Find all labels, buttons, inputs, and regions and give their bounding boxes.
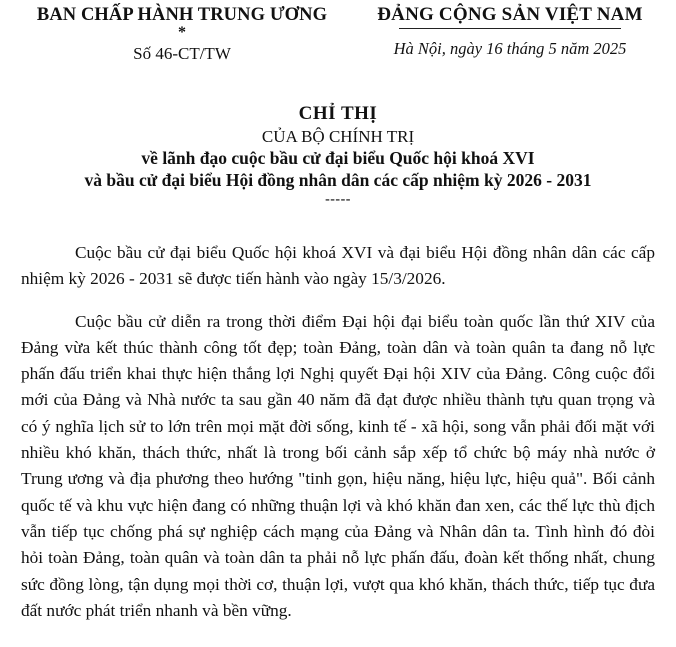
document-issuer: CỦA BỘ CHÍNH TRỊ bbox=[261, 127, 415, 146]
title-block bbox=[0, 103, 676, 207]
document-type: CHỈ THỊ bbox=[298, 103, 378, 124]
issuing-body-block bbox=[22, 4, 342, 64]
party-name-underline bbox=[399, 28, 621, 29]
document-subject-line-2: và bầu cử đại biểu Hội đồng nhân dân các cấp nhiệm kỳ 2026 - 2031 bbox=[84, 170, 592, 190]
document-body bbox=[21, 240, 655, 640]
party-block bbox=[355, 4, 665, 59]
star-mark: * bbox=[178, 24, 186, 41]
document-number: Số 46-CT/TW bbox=[133, 44, 231, 63]
party-name: ĐẢNG CỘNG SẢN VIỆT NAM bbox=[377, 4, 643, 25]
title-separator: ----- bbox=[325, 192, 351, 207]
document-subject-line-1: về lãnh đạo cuộc bầu cử đại biểu Quốc hội khoá XVI bbox=[141, 148, 535, 168]
body-paragraph-1: Cuộc bầu cử đại biểu Quốc hội khoá XVI và đại biểu Hội đồng nhân dân các cấp nhiệm kỳ 2026 - 2031 sẽ được tiến hành vào ngày 15/3/2026. bbox=[21, 243, 655, 289]
place-and-date: Hà Nội, ngày 16 tháng 5 năm 2025 bbox=[393, 39, 627, 58]
body-paragraph-2: Cuộc bầu cử diễn ra trong thời điểm Đại hội đại biểu toàn quốc lần thứ XIV của Đảng vừa kết thúc thành công tốt đẹp; toàn Đảng, toàn dân và toàn quân ta đang nỗ lực phấn đấu triển khai thực hiện thắng lợi Nghị quyết Đại hội XIV của Đảng. Công cuộc đổi mới của Đảng và Nhà nước ta sau gần 40 năm đã đạt được nhiều thành tựu quan trọng và có ý nghĩa lịch sử to lớn trên mọi mặt đời sống, kinh tế - xã hội, song vẫn phải đối mặt với nhiều khó khăn, thách thức, nhất là trong bối cảnh sắp xếp tổ chức bộ máy nhà nước ở Trung ương và địa phương theo hướng "tinh gọn, hiệu năng, hiệu lực, hiệu quả". Bối cảnh quốc tế và khu vực hiện đang có những thuận lợi và khó khăn đan xen, các thế lực thù địch vẫn tiếp tục chống phá sự nghiệp cách mạng của Đảng và Nhân dân ta. Tình hình đó đòi hỏi toàn Đảng, toàn quân và toàn dân ta phải nỗ lực phấn đấu, đoàn kết thống nhất, chung sức đồng lòng, tận dụng mọi thời cơ, thuận lợi, vượt qua khó khăn, thách thức, tiếp tục đưa đất nước phát triển nhanh và bền vững. bbox=[21, 311, 655, 620]
issuing-body-name: BAN CHẤP HÀNH TRUNG ƯƠNG bbox=[36, 5, 328, 25]
